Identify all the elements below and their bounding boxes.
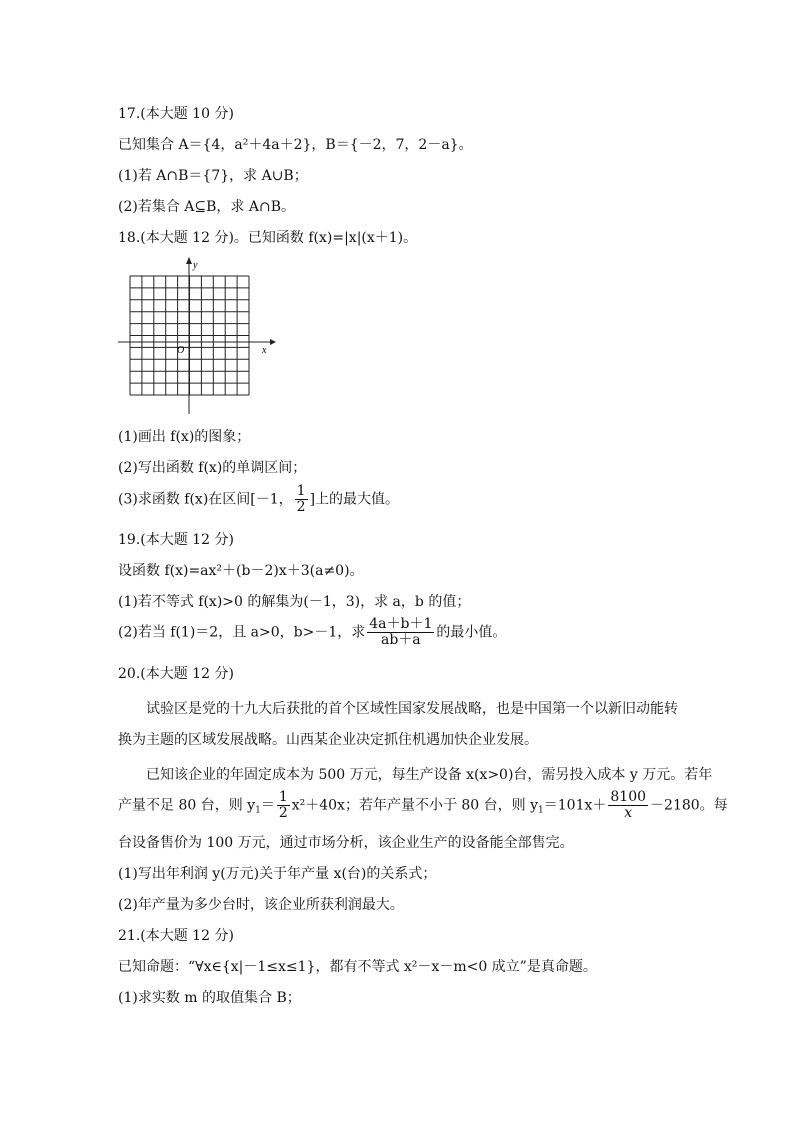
q19-stem: 设函数 f(x)=ax²＋(b－2)x＋3(a≠0)。 (118, 563, 364, 579)
q19-header: 19.(本大题 12 分) (118, 532, 234, 548)
fraction-8100-over-x (608, 790, 648, 821)
q19-part2-post: 的最小值。 (436, 624, 507, 641)
q20-part1: (1)写出年利润 y(万元)关于年产量 x(台)的关系式； (118, 866, 437, 882)
q19-part2 (118, 617, 506, 648)
q20-para1-line1: 试验区是党的十九大后获批的首个区域性国家发展战略，也是中国第一个以新旧动能转 (146, 701, 678, 717)
q19-part2-pre: (2)若当 f(1)＝2，且 a>0，b>－1，求 (118, 624, 366, 641)
x-axis-label: x (262, 345, 267, 356)
fraction-one-half (277, 790, 290, 821)
q21-stem: 已知命题：“∀x∈{x|－1≤x≤1}，都有不等式 x²－x－m<0 成立”是真命题。 (118, 959, 597, 975)
fraction-expression (367, 617, 434, 648)
fraction-one-half (295, 484, 308, 515)
q20-para2-line3: 台设备售价为 100 万元，通过市场分析，该企业生产的设备能全部售完。 (118, 835, 574, 851)
q20-text-c: x²＋40x；若年产量不小于 80 台，则 y (291, 797, 539, 814)
q20-text-b: ＝ (260, 797, 275, 814)
q20-part2: (2)年产量为多少台时，该企业所获利润最大。 (118, 897, 404, 913)
q18-part1: (1)画出 f(x)的图象； (118, 429, 251, 445)
q20-text-a: 产量不足 80 台，则 y (118, 797, 256, 814)
q17-header: 17.(本大题 10 分) (118, 106, 234, 122)
fraction-numerator: 1 (278, 789, 288, 805)
q20-para2-line1: 已知该企业的年固定成本为 500 万元，每生产设备 x(x>0)台，需另投入成本 y 万元。若年 (146, 767, 713, 783)
fraction-denominator: ab＋a (380, 632, 421, 648)
fraction-numerator: 4a＋b＋1 (369, 616, 433, 632)
q18-part3 (118, 484, 399, 515)
q18-part3-pre: (3)求函数 f(x)在区间[－1， (118, 491, 293, 508)
q21-header: 21.(本大题 12 分) (118, 928, 234, 944)
q21-part1: (1)求实数 m 的取值集合 B； (118, 990, 301, 1006)
subscript: 1 (538, 805, 544, 816)
fraction-denominator: 2 (296, 499, 306, 515)
x-axis-arrow (270, 339, 276, 345)
q20-text-e: －2180。每 (650, 797, 728, 814)
fraction-denominator: 2 (278, 805, 288, 821)
q17-part2: (2)若集合 A⊆B，求 A∩B。 (118, 199, 295, 215)
coordinate-grid (118, 256, 278, 416)
q20-text-d: ＝101x＋ (543, 797, 607, 814)
q18-part3-post: ]上的最大值。 (309, 491, 400, 508)
subscript: 1 (255, 805, 261, 816)
q20-para1-line2: 换为主题的区域发展战略。山西某企业决定抓住机遇加快企业发展。 (118, 732, 538, 748)
fraction-numerator: 8100 (610, 789, 647, 805)
fraction-denominator: x (624, 805, 633, 821)
q19-part1: (1)若不等式 f(x)>0 的解集为(－1，3)，求 a，b 的值； (118, 594, 471, 610)
y-axis-arrow (186, 257, 192, 264)
q18-header: 18.(本大题 12 分)。已知函数 f(x)=|x|(x＋1)。 (118, 230, 418, 246)
fraction-numerator: 1 (296, 483, 306, 499)
origin-label: O (177, 345, 185, 356)
y-axis-label: y (193, 260, 198, 271)
q18-part2: (2)写出函数 f(x)的单调区间； (118, 460, 307, 476)
q17-stem: 已知集合 A＝{4，a²＋4a＋2}，B＝{－2，7，2－a}。 (118, 137, 473, 153)
q20-para2-line2 (118, 790, 728, 821)
q17-part1: (1)若 A∩B＝{7}，求 A∪B； (118, 168, 308, 184)
q20-header: 20.(本大题 12 分) (118, 666, 234, 682)
